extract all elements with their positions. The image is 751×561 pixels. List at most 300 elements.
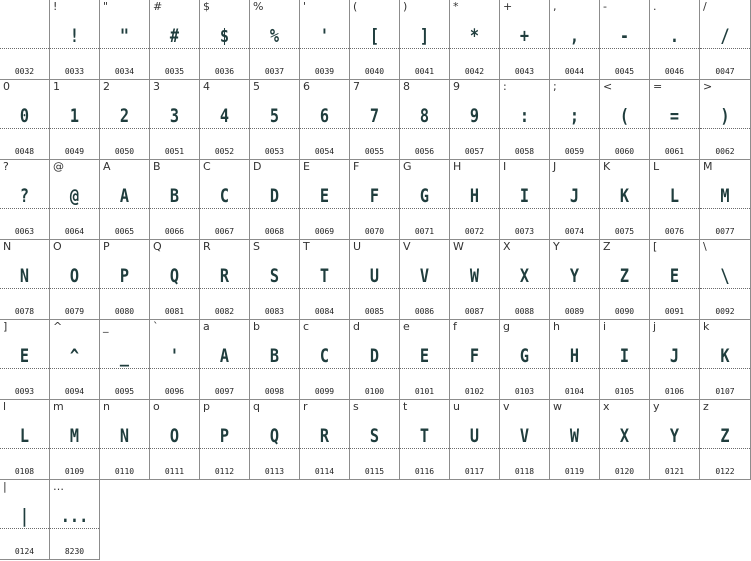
baseline-divider: [700, 208, 750, 209]
glyph-sample: _: [119, 345, 130, 367]
glyph-key-label: z: [703, 400, 709, 413]
glyph-cell: [450, 160, 500, 240]
glyph-cell: [650, 400, 700, 480]
glyph-key-label: 7: [353, 80, 360, 93]
glyph-sample: E: [319, 185, 330, 207]
glyph-sample: ?: [19, 185, 30, 207]
baseline-divider: [450, 368, 499, 369]
glyph-key-label: #: [153, 0, 163, 13]
glyph-code-label: 0087: [464, 307, 485, 316]
glyph-cell: [250, 240, 300, 320]
glyph-cell: [550, 320, 600, 400]
glyph-cell: [600, 240, 650, 320]
glyph-key-label: %: [253, 0, 264, 13]
glyph-sample: G: [419, 185, 430, 207]
baseline-divider: [250, 48, 299, 49]
glyph-cell: [100, 320, 150, 400]
glyph-sample: C: [219, 185, 230, 207]
glyph-sample: 5: [269, 105, 280, 127]
glyph-sample: 2: [119, 105, 130, 127]
glyph-code-label: 0106: [664, 387, 685, 396]
baseline-divider: [150, 288, 199, 289]
glyph-code-label: 0063: [14, 227, 35, 236]
glyph-sample: ]: [419, 25, 430, 47]
glyph-sample: B: [169, 185, 180, 207]
baseline-divider: [350, 208, 399, 209]
glyph-key-label: ": [103, 0, 109, 13]
glyph-key-label: *: [453, 0, 459, 13]
baseline-divider: [700, 128, 750, 129]
glyph-key-label: l: [3, 400, 7, 413]
baseline-divider: [200, 48, 249, 49]
glyph-sample: $: [219, 25, 230, 47]
glyph-sample: (: [619, 105, 630, 127]
glyph-cell: [300, 320, 350, 400]
glyph-code-label: 0104: [564, 387, 585, 396]
glyph-cell: [0, 0, 50, 80]
glyph-key-label: 6: [303, 80, 310, 93]
glyph-sample: =: [669, 105, 680, 127]
glyph-cell: [150, 320, 200, 400]
glyph-cell: [550, 160, 600, 240]
glyph-key-label: ,: [553, 0, 557, 13]
baseline-divider: [250, 208, 299, 209]
glyph-cell: [0, 240, 50, 320]
baseline-divider: [150, 48, 199, 49]
glyph-key-label: 2: [103, 80, 110, 93]
glyph-code-label: 0039: [314, 67, 335, 76]
glyph-code-label: 0097: [214, 387, 235, 396]
glyph-key-label: F: [353, 160, 360, 173]
baseline-divider: [50, 368, 99, 369]
baseline-divider: [250, 368, 299, 369]
glyph-cell: [650, 320, 700, 400]
glyph-code-label: 0079: [64, 307, 85, 316]
glyph-code-label: 0049: [64, 147, 85, 156]
glyph-cell: [550, 240, 600, 320]
glyph-cell: [250, 320, 300, 400]
glyph-cell: [700, 320, 751, 400]
baseline-divider: [500, 288, 549, 289]
glyph-cell: [400, 400, 450, 480]
glyph-sample: R: [319, 425, 330, 447]
glyph-sample: ': [319, 25, 330, 47]
glyph-key-label: H: [453, 160, 462, 173]
glyph-code-label: 0100: [364, 387, 385, 396]
baseline-divider: [450, 48, 499, 49]
glyph-key-label: M: [703, 160, 713, 173]
glyph-sample: ": [119, 25, 130, 47]
glyph-sample: X: [519, 265, 530, 287]
glyph-sample: 8: [419, 105, 430, 127]
baseline-divider: [650, 48, 699, 49]
baseline-divider: [100, 368, 149, 369]
glyph-cell: [100, 160, 150, 240]
glyph-code-label: 0046: [664, 67, 685, 76]
glyph-code-label: 0095: [114, 387, 135, 396]
glyph-code-label: 0110: [114, 467, 135, 476]
glyph-code-label: 0118: [514, 467, 535, 476]
glyph-key-label: +: [503, 0, 513, 13]
glyph-cell: [450, 400, 500, 480]
glyph-sample: N: [119, 425, 130, 447]
glyph-key-label: c: [303, 320, 310, 333]
baseline-divider: [500, 208, 549, 209]
glyph-sample: N: [19, 265, 30, 287]
baseline-divider: [400, 288, 449, 289]
glyph-cell: [0, 480, 50, 560]
baseline-divider: [550, 368, 599, 369]
glyph-key-label: `: [153, 320, 159, 333]
baseline-divider: [700, 48, 750, 49]
glyph-key-label: $: [203, 0, 210, 13]
glyph-cell: [450, 0, 500, 80]
baseline-divider: [250, 448, 299, 449]
baseline-divider: [50, 128, 99, 129]
glyph-cell: [150, 240, 200, 320]
glyph-code-label: 0112: [214, 467, 235, 476]
glyph-code-label: 0117: [464, 467, 485, 476]
glyph-cell: [400, 0, 450, 80]
glyph-code-label: 0111: [164, 467, 185, 476]
glyph-cell: [350, 160, 400, 240]
glyph-code-label: 0116: [414, 467, 435, 476]
glyph-key-label: \: [703, 240, 707, 253]
baseline-divider: [350, 288, 399, 289]
baseline-divider: [200, 368, 249, 369]
baseline-divider: [50, 528, 99, 529]
glyph-key-label: X: [503, 240, 511, 253]
glyph-code-label: 0056: [414, 147, 435, 156]
glyph-key-label: …: [53, 480, 64, 493]
glyph-key-label: L: [653, 160, 660, 173]
glyph-code-label: 0098: [264, 387, 285, 396]
glyph-code-label: 0120: [614, 467, 635, 476]
glyph-sample: W: [469, 265, 480, 287]
glyph-cell: [200, 240, 250, 320]
baseline-divider: [650, 448, 699, 449]
baseline-divider: [400, 448, 449, 449]
glyph-code-label: 0114: [314, 467, 335, 476]
baseline-divider: [400, 368, 449, 369]
glyph-code-label: 0090: [614, 307, 635, 316]
glyph-code-label: 0082: [214, 307, 235, 316]
glyph-sample: O: [69, 265, 80, 287]
glyph-cell: [150, 400, 200, 480]
glyph-key-label: C: [203, 160, 211, 173]
glyph-sample: K: [720, 345, 730, 367]
glyph-key-label: @: [53, 160, 64, 173]
glyph-cell: [700, 160, 751, 240]
glyph-sample: 3: [169, 105, 180, 127]
glyph-key-label: G: [403, 160, 412, 173]
glyph-key-label: -: [603, 0, 607, 13]
glyph-cell: [50, 0, 100, 80]
glyph-sample: -: [619, 25, 630, 47]
glyph-code-label: 0115: [364, 467, 385, 476]
glyph-code-label: 0091: [664, 307, 685, 316]
glyph-cell: [0, 320, 50, 400]
baseline-divider: [550, 288, 599, 289]
glyph-code-label: 0103: [514, 387, 535, 396]
glyph-cell: [0, 400, 50, 480]
glyph-code-label: 8230: [64, 547, 85, 556]
glyph-key-label: /: [703, 0, 707, 13]
glyph-key-label: m: [53, 400, 64, 413]
glyph-key-label: T: [303, 240, 310, 253]
glyph-cell: [500, 160, 550, 240]
glyph-sample: 9: [469, 105, 480, 127]
glyph-cell: [700, 0, 751, 80]
baseline-divider: [150, 208, 199, 209]
glyph-key-label: J: [553, 160, 557, 173]
baseline-divider: [300, 448, 349, 449]
glyph-cell: [500, 80, 550, 160]
glyph-cell: [350, 240, 400, 320]
glyph-sample: E: [19, 345, 30, 367]
baseline-divider: [350, 48, 399, 49]
baseline-divider: [600, 208, 649, 209]
baseline-divider: [250, 288, 299, 289]
glyph-cell: [50, 320, 100, 400]
glyph-sample: I: [619, 345, 630, 367]
glyph-code-label: 0065: [114, 227, 135, 236]
glyph-sample: B: [269, 345, 280, 367]
glyph-key-label: ^: [53, 320, 63, 333]
glyph-cell: [200, 80, 250, 160]
baseline-divider: [300, 288, 349, 289]
baseline-divider: [500, 128, 549, 129]
glyph-cell: [200, 320, 250, 400]
baseline-divider: [0, 368, 49, 369]
baseline-divider: [50, 448, 99, 449]
glyph-code-label: 0088: [514, 307, 535, 316]
glyph-sample: E: [669, 265, 680, 287]
glyph-sample: D: [269, 185, 280, 207]
glyph-code-label: 0037: [264, 67, 285, 76]
baseline-divider: [0, 48, 49, 49]
glyph-sample: U: [369, 265, 380, 287]
glyph-code-label: 0105: [614, 387, 635, 396]
glyph-cell: [600, 320, 650, 400]
glyph-code-label: 0113: [264, 467, 285, 476]
glyph-code-label: 0081: [164, 307, 185, 316]
glyph-key-label: D: [253, 160, 262, 173]
baseline-divider: [600, 128, 649, 129]
glyph-key-label: s: [353, 400, 359, 413]
baseline-divider: [450, 208, 499, 209]
baseline-divider: [700, 368, 750, 369]
glyph-code-label: 0055: [364, 147, 385, 156]
glyph-cell: [50, 480, 100, 560]
glyph-cell: [350, 320, 400, 400]
glyph-sample: A: [219, 345, 230, 367]
glyph-key-label: O: [53, 240, 62, 253]
glyph-cell: [400, 80, 450, 160]
glyph-sample: S: [369, 425, 380, 447]
glyph-key-label: Y: [553, 240, 560, 253]
glyph-key-label: 5: [253, 80, 260, 93]
glyph-key-label: =: [653, 80, 663, 93]
glyph-sample: S: [269, 265, 280, 287]
baseline-divider: [700, 288, 750, 289]
glyph-key-label: t: [403, 400, 408, 413]
glyph-key-label: k: [703, 320, 710, 333]
baseline-divider: [200, 448, 249, 449]
glyph-key-label: e: [403, 320, 410, 333]
glyph-code-label: 0086: [414, 307, 435, 316]
glyph-cell: [100, 400, 150, 480]
glyph-cell: [150, 160, 200, 240]
glyph-code-label: 0093: [14, 387, 35, 396]
glyph-cell: [0, 80, 50, 160]
glyph-key-label: y: [653, 400, 660, 413]
glyph-key-label: B: [153, 160, 161, 173]
glyph-cell: [500, 400, 550, 480]
glyph-sample: \: [720, 265, 730, 287]
baseline-divider: [650, 288, 699, 289]
glyph-cell: [450, 320, 500, 400]
glyph-code-label: 0071: [414, 227, 435, 236]
glyph-code-label: 0073: [514, 227, 535, 236]
baseline-divider: [150, 128, 199, 129]
baseline-divider: [600, 48, 649, 49]
glyph-code-label: 0059: [564, 147, 585, 156]
glyph-cell: [300, 80, 350, 160]
baseline-divider: [150, 368, 199, 369]
glyph-key-label: f: [453, 320, 457, 333]
baseline-divider: [450, 128, 499, 129]
glyph-code-label: 0121: [664, 467, 685, 476]
glyph-key-label: V: [403, 240, 411, 253]
baseline-divider: [50, 288, 99, 289]
glyph-key-label: r: [303, 400, 308, 413]
glyph-code-label: 0043: [514, 67, 535, 76]
glyph-code-label: 0099: [314, 387, 335, 396]
glyph-key-label: g: [503, 320, 510, 333]
glyph-sample: ^: [69, 345, 80, 367]
glyph-sample: T: [419, 425, 430, 447]
glyph-cell: [650, 0, 700, 80]
baseline-divider: [350, 128, 399, 129]
glyph-code-label: 0066: [164, 227, 185, 236]
baseline-divider: [50, 208, 99, 209]
glyph-code-label: 0040: [364, 67, 385, 76]
baseline-divider: [500, 48, 549, 49]
baseline-divider: [300, 48, 349, 49]
glyph-key-label: 0: [3, 80, 10, 93]
glyph-cell: [550, 80, 600, 160]
glyph-code-label: 0077: [715, 227, 735, 236]
baseline-divider: [200, 128, 249, 129]
glyph-cell: [50, 160, 100, 240]
glyph-code-label: 0064: [64, 227, 85, 236]
baseline-divider: [500, 448, 549, 449]
glyph-code-label: 0034: [114, 67, 135, 76]
glyph-sample: F: [369, 185, 380, 207]
glyph-key-label: |: [3, 480, 7, 493]
glyph-sample: P: [219, 425, 230, 447]
glyph-code-label: 0084: [314, 307, 335, 316]
glyph-cell: [600, 160, 650, 240]
glyph-cell: [600, 80, 650, 160]
glyph-code-label: 0075: [614, 227, 635, 236]
glyph-key-label: I: [503, 160, 507, 173]
glyph-sample: H: [569, 345, 580, 367]
glyph-key-label: b: [253, 320, 260, 333]
glyph-sample: |: [19, 505, 30, 527]
glyph-sample: M: [720, 185, 730, 207]
glyph-key-label: Q: [153, 240, 162, 253]
glyph-code-label: 0060: [614, 147, 635, 156]
glyph-code-label: 0074: [564, 227, 585, 236]
glyph-code-label: 0041: [414, 67, 435, 76]
glyph-cell: [200, 0, 250, 80]
glyph-cell: [500, 320, 550, 400]
baseline-divider: [100, 208, 149, 209]
glyph-code-label: 0083: [264, 307, 285, 316]
glyph-key-label: W: [453, 240, 464, 253]
glyph-sample: W: [569, 425, 580, 447]
glyph-cell: [300, 0, 350, 80]
glyph-code-label: 0050: [114, 147, 135, 156]
baseline-divider: [650, 368, 699, 369]
baseline-divider: [400, 48, 449, 49]
glyph-key-label: >: [703, 80, 713, 93]
glyph-sample: Y: [669, 425, 680, 447]
glyph-key-label: <: [603, 80, 613, 93]
glyph-cell: [400, 160, 450, 240]
glyph-code-label: 0096: [164, 387, 185, 396]
glyph-code-label: 0045: [614, 67, 635, 76]
glyph-sample: !: [69, 25, 80, 47]
glyph-sample: 6: [319, 105, 330, 127]
glyph-sample: R: [219, 265, 230, 287]
baseline-divider: [100, 128, 149, 129]
glyph-sample: ;: [569, 105, 580, 127]
glyph-cell: [150, 80, 200, 160]
glyph-cell: [200, 160, 250, 240]
glyph-key-label: :: [503, 80, 507, 93]
glyph-cell: [0, 160, 50, 240]
glyph-code-label: 0051: [164, 147, 185, 156]
glyph-cell: [550, 0, 600, 80]
glyph-cell: [500, 240, 550, 320]
baseline-divider: [100, 448, 149, 449]
glyph-cell: [400, 240, 450, 320]
glyph-sample: :: [519, 105, 530, 127]
glyph-sample: @: [69, 185, 80, 207]
glyph-sample: #: [169, 25, 180, 47]
glyph-sample: Q: [169, 265, 180, 287]
baseline-divider: [200, 288, 249, 289]
glyph-key-label: q: [253, 400, 260, 413]
glyph-code-label: 0057: [464, 147, 485, 156]
glyph-sample: 4: [219, 105, 230, 127]
glyph-cell: [100, 80, 150, 160]
glyph-sample: Z: [619, 265, 630, 287]
glyph-key-label: j: [653, 320, 657, 333]
glyph-cell: [350, 400, 400, 480]
glyph-cell: [700, 80, 751, 160]
glyph-key-label: 4: [203, 80, 210, 93]
glyph-key-label: A: [103, 160, 111, 173]
baseline-divider: [150, 448, 199, 449]
baseline-divider: [600, 368, 649, 369]
glyph-key-label: P: [103, 240, 110, 253]
glyph-code-label: 0108: [14, 467, 35, 476]
glyph-code-label: 0119: [564, 467, 585, 476]
